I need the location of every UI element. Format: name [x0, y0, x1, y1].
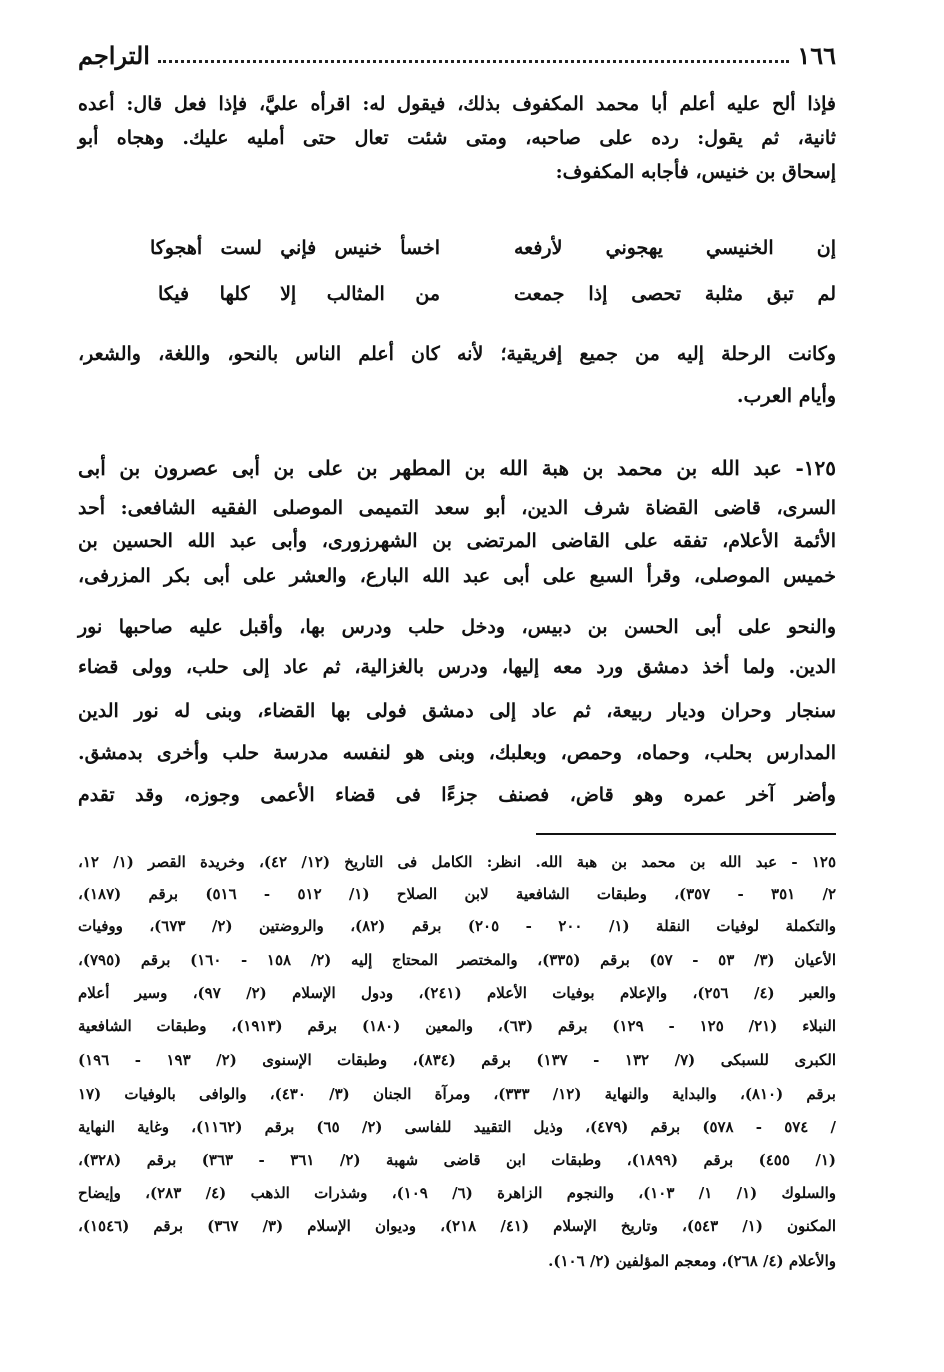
poem-hemistich-first: إن الخنيسي يهجوني لأرفعه [514, 237, 836, 259]
entry-line: الدين. ولما أخذ دمشق ورد معه إليها، ودرس بالغزالية، ثم عاد إلى حلب، وولى قضاء [78, 656, 836, 678]
poem-hemistich-second: من المثالب إلا كلها فيكا [158, 283, 440, 305]
footnote-separator [536, 833, 836, 835]
footnote-line: والتكملة لوفيات النقلة (١/ ٢٠٠ - ٢٠٥) برقم (٨٢)، والروضتين (٢/ ٦٧٣)، ووفيات [78, 917, 837, 935]
footnote-line: برقم (٨١٠)، والبداية والنهاية (١٢/ ٣٣٣)، ومرآة الجنان (٣/ ٤٣٠)، والوافى بالوفيات (١٧ [78, 1085, 836, 1103]
entry-line: السرى، قاضى القضاة شرف الدين، أبو سعد التميمى الموصلى الفقيه الشافعى: أحد [78, 497, 836, 519]
page-header [78, 34, 836, 70]
entry-heading-line: ١٢٥- عبد الله بن محمد بن هبة الله بن المطهر بن على بن أبى عصرون بن أبى [78, 456, 836, 480]
entry-line: والنحو على أبى الحسن بن دبيس، ودخل حلب ودرس بها، وأقبل عليه صاحبها نور [78, 616, 836, 638]
body-line: وكانت الرحلة إليه من جميع إفريقية؛ لأنه كان أعلم الناس بالنحو، واللغة، والشعر، [78, 343, 836, 365]
body-line: فإذا ألح عليه أعلم أبا محمد المكفوف بذلك، فيقول له: اقرأه عليَّ، فإذا فعل قال: أعده [78, 93, 836, 115]
footnote-line: والأعلام (٤/ ٢٦٨)، ومعجم المؤلفين (٢/ ١٠٦). [548, 1252, 836, 1270]
entry-line: الأئمة الأعلام، تفقه على القاضى المرتضى بن الشهرزورى، وأبى عبد الله الحسين بن [78, 530, 836, 552]
body-line: إسحاق بن خنيس، فأجابه المكفوف: [555, 161, 836, 183]
page-number: ١٦٦ [797, 41, 836, 70]
body-line: ثانية، ثم يقول: رده على صاحبه، ومتى شئت تعال حتى أمليه عليك. وهجاه أبو [78, 127, 836, 149]
entry-line: المدارس بحلب، وحماه، وحمص، وبعلبك، وبنى هو لنفسه مدرسة حلب وأخرى بدمشق. [78, 742, 836, 764]
footnote-line: ٢/ ٣٥١ - ٣٥٧)، وطبقات الشافعية لابن الصلاح (١/ ٥١٢ - ٥١٦) برقم (١٨٧)، [78, 885, 837, 903]
poem-hemistich-second: اخسأ خنيس فإني لست أهجوكا [150, 237, 440, 259]
footnote-line: / ٥٧٤ - ٥٧٨) برقم (٤٧٩)، وذيل التقييد للفاسى (٢/ ٦٥) برقم (١١٦٢)، وغاية النهاية [78, 1118, 837, 1136]
footnote-line: الكبرى للسبكى (٧/ ١٣٢ - ١٣٧) برقم (٨٣٤)، وطبقات الإسنوى (٢/ ١٩٣ - ١٩٦) [78, 1051, 837, 1069]
header-leader-dots [158, 60, 789, 63]
footnote-line: والعبر (٤/ ٢٥٦)، والإعلام بوفيات الأعلام (٢٤١)، ودول الإسلام (٢/ ٩٧)، وسير أعلام [78, 984, 836, 1002]
footnote-line: المكنون (١/ ٥٤٣)، وتاريخ الإسلام (٤١/ ٢١٨)، وديوان الإسلام (٣/ ٣٦٧) برقم (١٥٤٦)، [78, 1217, 837, 1235]
footnote-line: النبلاء (٢١/ ١٢٥ - ١٢٩) برقم (٦٣)، والمعين (١٨٠) برقم (١٩١٣)، وطبقات الشافعية [78, 1017, 836, 1035]
footnote-line: الأعيان (٣/ ٥٣ - ٥٧) برقم (٣٣٥)، والمختصر المحتاج إليه (٢/ ١٥٨ - ١٦٠) برقم (٧٩٥)، [78, 951, 837, 969]
body-line: وأيام العرب. [736, 385, 836, 407]
entry-line: خميس الموصلى، وقرأ السبع على أبى عبد الله البارع، والعشر على أبى بكر المزرفى، [78, 565, 836, 587]
footnote-line: ١٢٥ - عبد الله بن محمد بن هبة الله. انظر: الكامل فى التاريخ (١٢/ ٤٢)، وخريدة القصر (١/ ١٢، [78, 853, 836, 871]
chapter-title: التراجم [78, 41, 150, 70]
poem-hemistich-first: لم تبق مثلبة تحصى إذا جمعت [514, 283, 836, 305]
footnote-line: (١/ ٤٥٥) برقم (١٨٩٩)، وطبقات ابن قاضى شهبة (٢/ ٣٦١ - ٣٦٣) برقم (٣٢٨)، [78, 1151, 837, 1169]
entry-line: سنجار وحران وديار ربيعة، ثم عاد إلى دمشق فولى بها القضاء، وبنى له نور الدين [78, 700, 836, 722]
entry-line: وأضر آخر عمره وهو قاض، فصنف جزءًا فى قضاء الأعمى وجوزه، وقد تقدم [78, 784, 836, 806]
footnote-line: والسلوك (١/ ١/ ١٠٣)، والنجوم الزاهرة (٦/ ١٠٩)، وشذرات الذهب (٤/ ٢٨٣)، وإيضاح [78, 1184, 836, 1202]
